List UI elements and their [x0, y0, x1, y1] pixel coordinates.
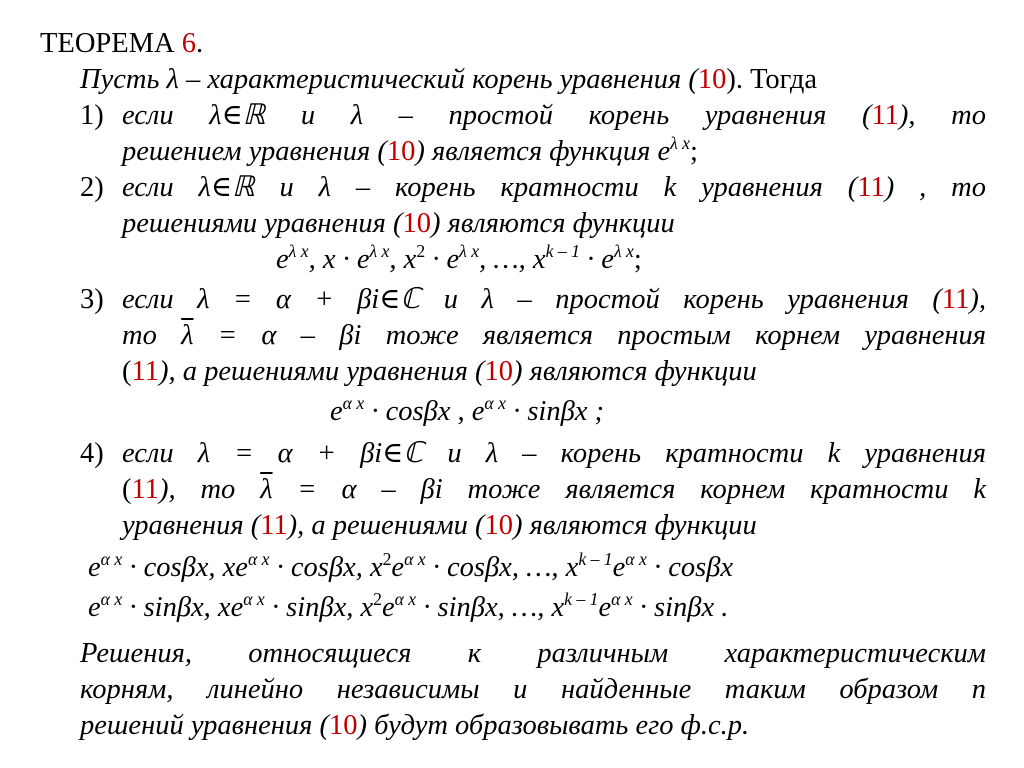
item3-line1: [122, 282, 986, 318]
exponent: λ x: [288, 241, 309, 262]
exponent: 2: [382, 549, 392, 570]
exponent: α x: [100, 549, 123, 570]
equation-ref: 11: [857, 172, 885, 203]
item2-text-end: ) , то: [884, 172, 986, 203]
exponent: α x: [100, 589, 123, 610]
exponent: α x: [243, 589, 265, 610]
item-number: 3): [80, 284, 104, 315]
item1-text-end: ), то: [898, 100, 986, 131]
formula-part: e: [88, 552, 101, 583]
item-number: 4): [80, 438, 104, 469]
formula-part: e: [381, 592, 395, 623]
formula-part: · sinβx, xe: [122, 592, 244, 623]
exponent: α x: [404, 549, 426, 570]
exponent: α x: [247, 549, 270, 570]
item1-text: если λ∈ℝ и λ – простой корень уравнения (: [122, 100, 872, 131]
exponent: α x: [625, 549, 647, 570]
conclusion-text: корням, линейно независимы и найденные таким образом n: [80, 674, 986, 705]
equation-ref: 11: [871, 100, 899, 131]
formula-part: , x · e: [308, 244, 370, 275]
item4-line1: [122, 436, 986, 472]
item4-text: ), а решениями (: [287, 510, 485, 541]
item4-cos-row: [88, 550, 733, 586]
conjugate-lambda: $\overline{\lambda}$: [260, 474, 273, 505]
conclusion-line1: [80, 636, 986, 672]
conclusion-text: решений уравнения (: [80, 710, 330, 741]
theorem-title: [40, 26, 203, 62]
exponent: α x: [394, 589, 417, 610]
item2-text: решениями уравнения (: [122, 208, 403, 239]
item4-line3: [122, 508, 757, 544]
formula-part: · cosβx, …, x: [425, 552, 579, 583]
exponent: 2: [416, 241, 426, 262]
item3-text: то: [122, 320, 182, 351]
exponent: λ x: [369, 241, 390, 262]
formula-part: e: [88, 592, 101, 623]
equation-ref: 10: [386, 136, 416, 167]
conclusion-line3: [80, 708, 749, 744]
item4-text: = α – βi тоже является корнем кратности k: [272, 474, 986, 505]
formula-part: · sinβx ;: [505, 396, 605, 427]
item-number: 1): [80, 100, 104, 131]
exponent: k – 1: [578, 549, 613, 570]
equation-ref: 10: [402, 208, 431, 239]
item-number: 2): [80, 172, 104, 203]
exponent: α x: [484, 393, 506, 414]
item3-text: ), а решениями уравнения (: [158, 356, 485, 387]
conclusion-text: Решения, относящиеся к различным характеристическим: [80, 638, 986, 669]
exponent: α x: [342, 393, 365, 414]
item4-text-end: ) являются функции: [513, 510, 757, 541]
formula-part: e: [612, 552, 626, 583]
formula-part: · sinβx, x: [264, 592, 374, 623]
formula-part: · sinβx, …, x: [416, 592, 565, 623]
formula-part: e: [391, 552, 405, 583]
item3-text: = α – βi тоже является простым корнем уравнения: [193, 320, 987, 351]
item2-line1: [122, 170, 986, 206]
exponent: λ x: [670, 133, 691, 154]
exponent: α x: [611, 589, 633, 610]
item2-text-end: ) являются функции: [430, 208, 675, 239]
formula-part: · cosβx: [646, 552, 734, 583]
formula-part: · cosβx, x: [269, 552, 383, 583]
equation-ref: 10: [484, 356, 514, 387]
item3-text-end: ),: [969, 284, 986, 315]
formula-part: · cosβx , e: [364, 396, 485, 427]
equation-ref: 10: [697, 64, 727, 95]
item1-text-end: ;: [690, 136, 698, 167]
equation-ref: 11: [941, 284, 970, 315]
exponent: 2: [373, 589, 382, 610]
item2-line2: [122, 206, 675, 242]
formula-part: e: [276, 244, 289, 275]
intro-line: [80, 62, 817, 98]
equation-ref: 11: [260, 510, 288, 541]
intro-text: Пусть λ – характеристический корень уравнения (: [80, 64, 698, 95]
theorem-dot: .: [195, 28, 204, 59]
theorem-number: 6: [181, 28, 196, 59]
intro-text-end: ). Тогда: [726, 64, 818, 95]
item1-text: решением уравнения (: [122, 136, 387, 167]
item3-text: если λ = α + βi∈ℂ и λ – простой корень уравнения (: [122, 284, 942, 315]
item3-text-end: ) являются функции: [513, 356, 757, 387]
item2-formula: [276, 242, 642, 278]
conclusion-text-end: ) будут образовывать его ф.с.р.: [357, 710, 750, 741]
exponent: k – 1: [564, 589, 599, 610]
item2-text: если λ∈ℝ и λ – корень кратности k уравнения (: [122, 172, 858, 203]
theorem-word: ТЕОРЕМА: [40, 28, 175, 59]
exponent: k – 1: [545, 241, 580, 262]
item1-text: ) является функция e: [415, 136, 671, 167]
formula-part: · sinβx .: [632, 592, 729, 623]
item4-text: ), то: [158, 474, 261, 505]
exponent: λ x: [459, 241, 480, 262]
item1-line1: [122, 98, 986, 134]
item4-sin-row: [88, 590, 728, 626]
equation-ref: 11: [131, 356, 159, 387]
item4-text: если λ = α + βi∈ℂ и λ – корень кратности k уравнения: [122, 438, 986, 469]
formula-part: e: [330, 396, 343, 427]
item1-line2: [122, 134, 698, 170]
item3-line2: [122, 318, 986, 354]
item4-text: (: [122, 474, 132, 505]
formula-part: , …, x: [479, 244, 546, 275]
item4-text: уравнения (: [122, 510, 261, 541]
item3-text: (: [122, 356, 132, 387]
exponent: λ x: [613, 241, 634, 262]
item3-line3: [122, 354, 757, 390]
equation-ref: 10: [484, 510, 514, 541]
item4-line2: [122, 472, 986, 508]
formula-part: e: [598, 592, 612, 623]
conjugate-lambda: $\overline{\lambda}$: [181, 320, 194, 351]
formula-part: ;: [633, 244, 642, 275]
equation-ref: 11: [131, 474, 159, 505]
item3-formula: [330, 394, 604, 430]
formula-part: · e: [425, 244, 460, 275]
formula-part: · cosβx, xe: [122, 552, 248, 583]
equation-ref: 10: [329, 710, 358, 741]
formula-part: · e: [579, 244, 614, 275]
formula-part: , x: [389, 244, 417, 275]
conclusion-line2: [80, 672, 986, 708]
